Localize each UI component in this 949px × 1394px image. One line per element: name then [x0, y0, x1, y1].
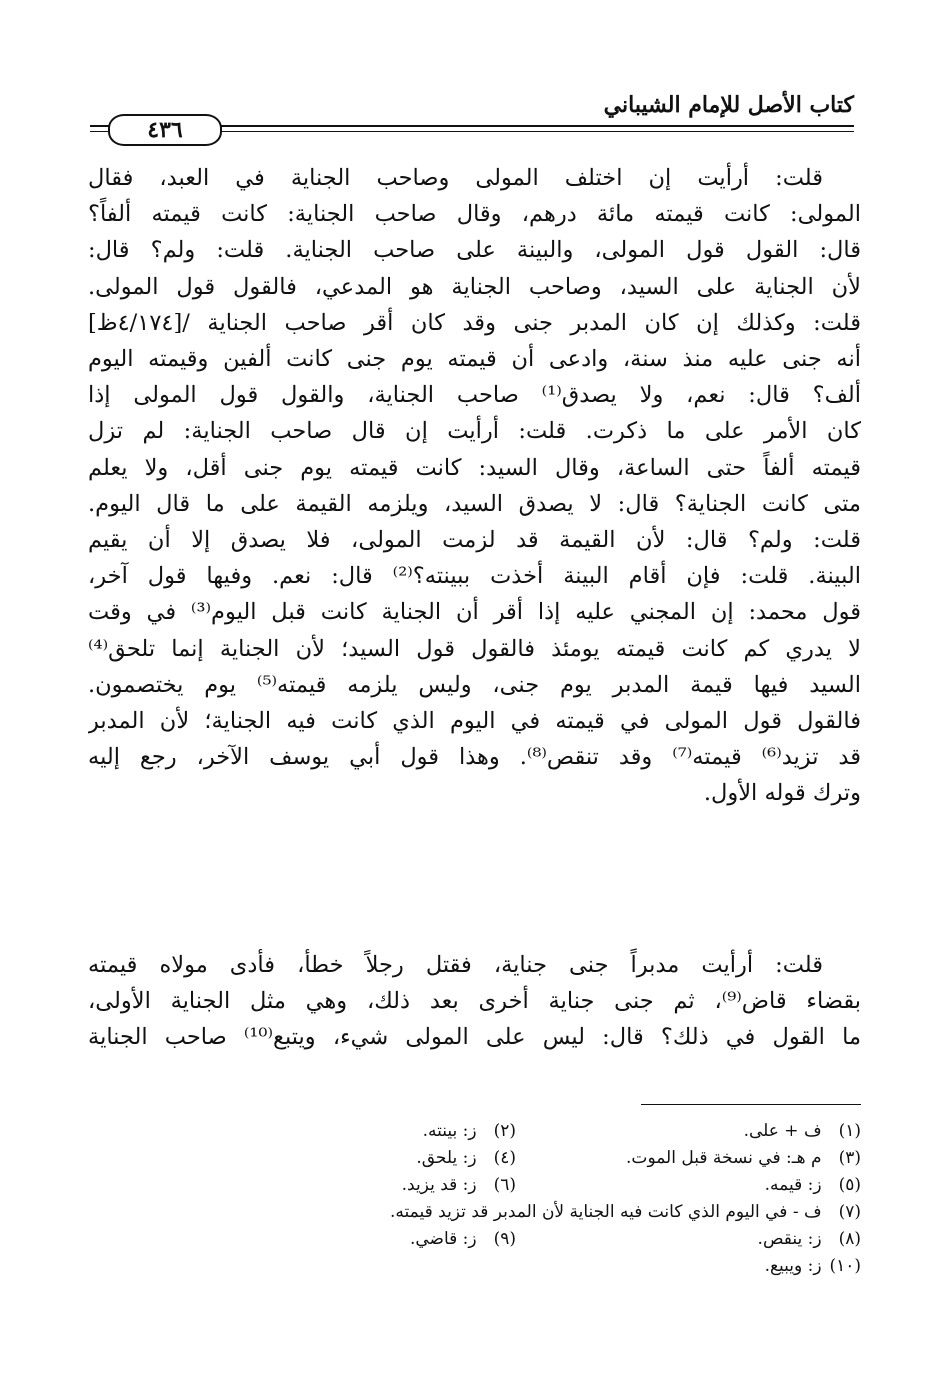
- footnote-row: [88, 1253, 861, 1280]
- text-line: كان الأمر على ما ذكرت. قلت: أرأيت إن قال صاحب الجناية: لم تزل: [88, 418, 861, 445]
- main-paragraph: [88, 160, 861, 812]
- text-line: قلت: أرأيت إن اختلف المولى وصاحب الجناية في العبد، فقال: [88, 165, 823, 191]
- footnote: [171, 1145, 516, 1172]
- text-line: بقضاء قاض⁽⁹⁾، ثم جنى جناية أخرى بعد ذلك، وهي مثل الجناية الأولى،: [88, 988, 861, 1015]
- footnote-number: (٥): [838, 1175, 861, 1195]
- text-line: أنه جنى عليه منذ سنة، وادعى أن قيمته يوم جنى كانت ألفين وقيمته اليوم: [88, 346, 861, 373]
- page-number: ٤٣٦: [108, 114, 222, 146]
- footnote-text: ف + على.: [743, 1121, 822, 1141]
- text-line: قلت: أرأيت مدبراً جنى جناية، فقتل رجلاً خطأ، فأدى مولاه قيمته: [88, 952, 823, 978]
- text-line: ألف؟ قال: نعم، ولا يصدق⁽¹⁾ صاحب الجناية، والقول قول المولى إذا: [88, 382, 861, 409]
- footnote-number: (٨): [838, 1229, 861, 1249]
- footnote-number: (٦): [493, 1175, 516, 1195]
- footnote-number: (٧): [838, 1202, 861, 1222]
- footnote-number: (١٠): [829, 1256, 861, 1276]
- footnotes: [88, 1118, 861, 1280]
- footnote: [516, 1253, 861, 1280]
- text-line: المولى: كانت قيمته مائة درهم، وقال صاحب الجناية: كانت قيمته ألفاً؟: [88, 201, 861, 228]
- text-line: وترك قوله الأول.: [703, 780, 861, 807]
- footnote-row: [88, 1226, 861, 1253]
- text-line: قد تزيد⁽⁶⁾ قيمته⁽⁷⁾ وقد تنقص⁽⁸⁾. وهذا قول أبي يوسف الآخر، رجع إليه: [88, 744, 861, 771]
- footnote-text: ز: قد يزيد.: [401, 1175, 477, 1195]
- footnote-number: (٣): [838, 1148, 861, 1168]
- footnote-number: (١): [838, 1121, 861, 1141]
- footnote-number: (٤): [493, 1148, 516, 1168]
- text-line: ما القول في ذلك؟ قال: ليس على المولى شيء، ويتبع⁽¹⁰⁾ صاحب الجناية: [88, 1024, 861, 1051]
- footnote-text: م هـ: في نسخة قبل الموت.: [626, 1148, 822, 1168]
- footnote-text: ز: يلحق.: [416, 1148, 477, 1168]
- text-line: قيمته ألفاً حتى الساعة، وقال السيد: كانت قيمته يوم جنى أقل، ولا يعلم: [88, 454, 861, 481]
- footnote-text: ز: قيمه.: [764, 1175, 822, 1195]
- footnote: [171, 1226, 516, 1253]
- running-title: كتاب الأصل للإمام الشيباني: [603, 92, 854, 118]
- footnote-text: ز: ينقص.: [757, 1229, 822, 1249]
- text-line: قلت: ولم؟ قال: لأن القيمة قد لزمت المولى، فلا يصدق إلا أن يقيم: [88, 527, 861, 554]
- footnote: [390, 1199, 861, 1226]
- text-line: متى كانت الجناية؟ قال: لا يصدق السيد، ويلزمه القيمة على ما قال اليوم.: [88, 490, 861, 517]
- footnote-text: ز: ويبيع.: [764, 1256, 822, 1276]
- second-paragraph: [88, 947, 861, 1056]
- footnote: [516, 1226, 861, 1253]
- footnote-row: [88, 1199, 861, 1226]
- footnote-row: [88, 1145, 861, 1172]
- footnote-text: ف - في اليوم الذي كانت فيه الجناية لأن المدبر قد تزيد قيمته.: [390, 1202, 822, 1222]
- text-line: قول محمد: إن المجني عليه إذا أقر أن الجناية كانت قبل اليوم⁽³⁾ في وقت: [88, 599, 861, 626]
- footnote: [171, 1118, 516, 1145]
- text-line: قال: القول قول المولى، والبينة على صاحب الجناية. قلت: ولم؟ قال:: [88, 237, 861, 264]
- text-line: فالقول قول المولى في قيمته في اليوم الذي كانت فيه الجناية؛ لأن المدبر: [88, 708, 861, 735]
- text-line: لا يدري كم كانت قيمته يومئذ فالقول قول السيد؛ لأن الجناية إنما تلحق⁽⁴⁾: [88, 635, 861, 662]
- footnote: [516, 1172, 861, 1199]
- footnote-number: (٩): [493, 1229, 516, 1249]
- text-line: السيد فيها قيمة المدبر يوم جنى، وليس يلزمه قيمته⁽⁵⁾ يوم يختصمون.: [88, 671, 861, 698]
- footnote-row: [88, 1172, 861, 1199]
- text-line: البينة. قلت: فإن أقام البينة أخذت ببينته؟⁽²⁾ قال: نعم. وفيها قول آخر،: [88, 563, 861, 590]
- text-line: لأن الجناية على السيد، وصاحب الجناية هو المدعي، فالقول قول المولى.: [88, 273, 861, 300]
- footnote-row: [88, 1118, 861, 1145]
- footnote: [516, 1145, 861, 1172]
- footnote-number: (٢): [493, 1121, 516, 1141]
- footnote-separator: [641, 1104, 861, 1105]
- footnote: [516, 1118, 861, 1145]
- footnote-text: ز: قاضي.: [409, 1229, 477, 1249]
- text-line: قلت: وكذلك إن كان المدبر جنى وقد كان أقر صاحب الجناية /[٤/١٧٤ظ]: [88, 309, 861, 336]
- footnote-text: ز: بينته.: [422, 1121, 477, 1141]
- footnote: [171, 1172, 516, 1199]
